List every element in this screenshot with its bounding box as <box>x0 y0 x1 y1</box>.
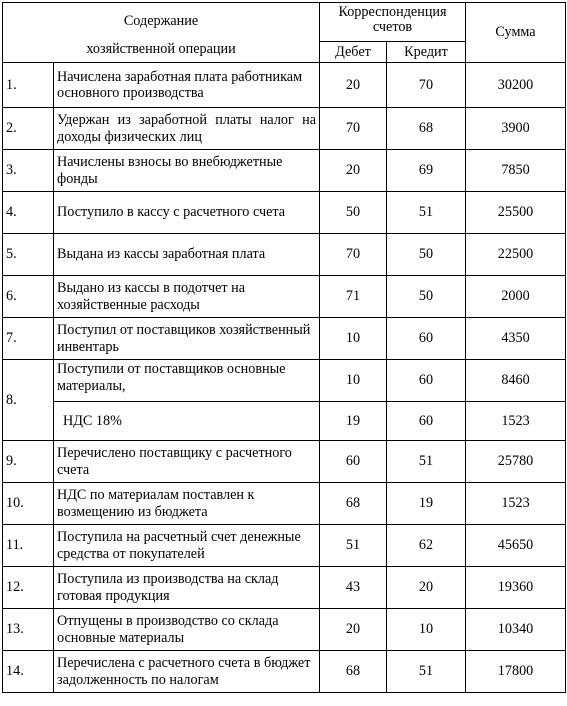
operation-sum: 7850 <box>466 150 566 192</box>
operation-sum: 19360 <box>466 567 566 609</box>
debit-account: 70 <box>320 108 387 150</box>
operation-sum: 30200 <box>466 63 566 108</box>
table-row <box>3 525 566 567</box>
operation-description: Поступила на расчетный счет денежные средства от покупателей <box>54 525 320 567</box>
table-row <box>3 234 566 276</box>
operation-sum: 10340 <box>466 609 566 651</box>
debit-account: 71 <box>320 276 387 318</box>
operation-sum: 4350 <box>466 318 566 360</box>
credit-account: 10 <box>387 609 466 651</box>
operation-description: Поступило в кассу с расчетного счета <box>54 192 320 234</box>
row-number: 13. <box>3 609 54 651</box>
table-row <box>3 402 566 441</box>
row-number: 3. <box>3 150 54 192</box>
debit-account: 19 <box>320 402 387 441</box>
operation-description: Начислена заработная плата работникам основного производства <box>54 63 320 108</box>
debit-account: 43 <box>320 567 387 609</box>
operation-description: Поступил от поставщиков хозяйственный инвентарь <box>54 318 320 360</box>
table-row <box>3 360 566 402</box>
header-content-line1: Содержание <box>123 13 199 29</box>
row-number: 6. <box>3 276 54 318</box>
operation-sum: 2000 <box>466 276 566 318</box>
table-row <box>3 567 566 609</box>
credit-account: 51 <box>387 192 466 234</box>
table-row <box>3 441 566 483</box>
operation-sum: 1523 <box>466 483 566 525</box>
operation-sum: 25500 <box>466 192 566 234</box>
operation-sum: 3900 <box>466 108 566 150</box>
row-number: 4. <box>3 192 54 234</box>
credit-account: 69 <box>387 150 466 192</box>
table-row <box>3 150 566 192</box>
operation-description: Перечислена с расчетного счета в бюджет задолженность по налогам <box>54 651 320 693</box>
row-number: 9. <box>3 441 54 483</box>
row-number: 11. <box>3 525 54 567</box>
operation-description: Выдано из кассы в подотчет на хозяйственные расходы <box>54 276 320 318</box>
table-row <box>3 276 566 318</box>
header-accounts-correspondence: Корреспонденция счетов <box>320 3 466 42</box>
table-header-row <box>3 3 566 42</box>
debit-account: 10 <box>320 318 387 360</box>
operation-description: Начислены взносы во внебюджетные фонды <box>54 150 320 192</box>
debit-account: 51 <box>320 525 387 567</box>
debit-account: 60 <box>320 441 387 483</box>
credit-account: 60 <box>387 402 466 441</box>
credit-account: 70 <box>387 63 466 108</box>
debit-account: 20 <box>320 150 387 192</box>
table-row <box>3 318 566 360</box>
header-credit: Кредит <box>387 42 466 63</box>
operation-description: Поступили от поставщиков основные материалы, <box>54 360 320 402</box>
credit-account: 50 <box>387 276 466 318</box>
table-row <box>3 609 566 651</box>
debit-account: 50 <box>320 192 387 234</box>
credit-account: 60 <box>387 318 466 360</box>
credit-account: 51 <box>387 651 466 693</box>
row-number: 5. <box>3 234 54 276</box>
credit-account: 62 <box>387 525 466 567</box>
table-row <box>3 651 566 693</box>
header-operation-content <box>3 3 320 63</box>
debit-account: 20 <box>320 63 387 108</box>
table-row <box>3 483 566 525</box>
operation-sum: 17800 <box>466 651 566 693</box>
row-number: 12. <box>3 567 54 609</box>
operation-sum: 8460 <box>466 360 566 402</box>
operation-description: НДС 18% <box>54 402 320 441</box>
credit-account: 19 <box>387 483 466 525</box>
credit-account: 68 <box>387 108 466 150</box>
operation-sum: 22500 <box>466 234 566 276</box>
debit-account: 68 <box>320 651 387 693</box>
table-row <box>3 63 566 108</box>
debit-account: 70 <box>320 234 387 276</box>
operation-sum: 1523 <box>466 402 566 441</box>
row-number: 2. <box>3 108 54 150</box>
operation-description: Перечислено поставщику с расчетного счета <box>54 441 320 483</box>
row-number: 7. <box>3 318 54 360</box>
operation-description: Удержан из заработной платы налог на доходы физических лиц <box>54 108 320 150</box>
operation-description: Поступила из производства на склад готовая продукция <box>54 567 320 609</box>
credit-account: 50 <box>387 234 466 276</box>
table-row <box>3 192 566 234</box>
operations-journal-table <box>2 2 566 693</box>
debit-account: 20 <box>320 609 387 651</box>
debit-account: 10 <box>320 360 387 402</box>
credit-account: 20 <box>387 567 466 609</box>
header-debit: Дебет <box>320 42 387 63</box>
credit-account: 51 <box>387 441 466 483</box>
row-number: 14. <box>3 651 54 693</box>
row-number: 10. <box>3 483 54 525</box>
operation-description: НДС по материалам поставлен к возмещению из бюджета <box>54 483 320 525</box>
row-number: 1. <box>3 63 54 108</box>
debit-account: 68 <box>320 483 387 525</box>
operation-sum: 45650 <box>466 525 566 567</box>
operation-sum: 25780 <box>466 441 566 483</box>
header-sum: Сумма <box>466 3 566 63</box>
header-content-line2: хозяйственной операции <box>86 41 236 57</box>
credit-account: 60 <box>387 360 466 402</box>
operation-description: Выдана из кассы заработная плата <box>54 234 320 276</box>
row-number: 8. <box>3 360 54 441</box>
table-row <box>3 108 566 150</box>
operation-description: Отпущены в производство со склада основные материалы <box>54 609 320 651</box>
